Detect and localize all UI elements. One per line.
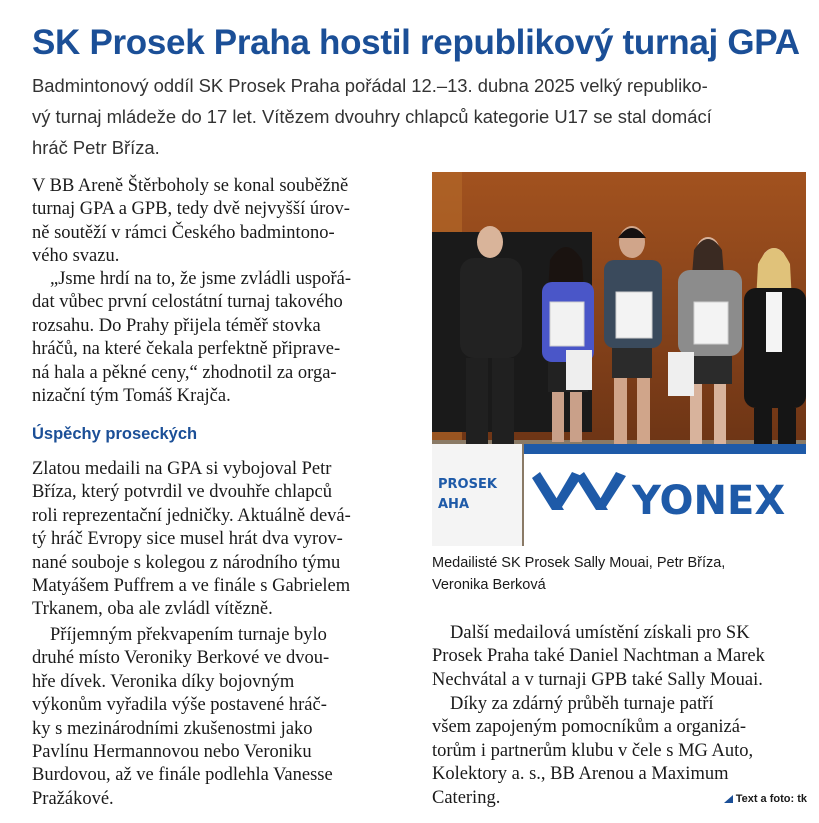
lead-line: Badmintonový oddíl SK Prosek Praha pořádal 12.–13. dubna 2025 velký republiko- xyxy=(32,75,708,96)
text-line: nizační tým Tomáš Krajča. xyxy=(32,386,231,407)
text-line: Catering. xyxy=(432,787,501,808)
caption-line: Medailisté SK Prosek Sally Mouai, Petr Bříza, xyxy=(432,555,726,571)
text-line: nané souboje s kolegou z národního týmu xyxy=(32,552,341,573)
text-line: Nechvátal a v turnaji GPB také Sally Mouai. xyxy=(432,669,763,690)
lead-line: hráč Petr Bříza. xyxy=(32,137,160,158)
text-line: turnaj GPA a GPB, tedy dvě nejvyšší úrov- xyxy=(32,199,350,220)
paragraph-gold-medal xyxy=(32,458,417,622)
triangle-marker-icon xyxy=(724,795,733,803)
club-banner-text-2: AHA xyxy=(438,497,470,512)
text-line: všem zapojeným pomocníkům a organizá- xyxy=(432,717,747,738)
paragraph-venue xyxy=(32,175,417,269)
text-line: výkonům vyřadila výše postavené hráč- xyxy=(32,695,327,716)
photo-illustration xyxy=(432,172,806,546)
text-line: Prosek Praha také Daniel Nachtman a Marek xyxy=(432,646,765,667)
text-line: Příjemným překvapením turnaje bylo xyxy=(50,625,327,645)
text-line: Díky za zdárný průběh turnaje patří xyxy=(450,694,714,714)
yonex-banner-text: YONEX xyxy=(632,478,786,524)
text-line: ně soutěží v rámci Českého badmintono- xyxy=(32,222,335,243)
text-line: hře dívek. Veronika díky bojovným xyxy=(32,671,295,692)
paragraph-second-place xyxy=(32,624,417,811)
text-line: ná hala a pěkné ceny,“ zhodnotil za orga- xyxy=(32,362,337,383)
text-line: Další medailová umístění získali pro SK xyxy=(450,623,750,643)
text-line: Bříza, který potvrdil ve dvouhře chlapců xyxy=(32,482,333,503)
author-credit xyxy=(724,793,807,805)
club-banner xyxy=(432,444,522,546)
text-line: „Jsme hrdí na to, že jsme zvládli uspořá- xyxy=(50,269,352,289)
text-line: roli reprezentační jedničky. Aktuálně devá- xyxy=(32,505,351,526)
lead-line: vý turnaj mládeže do 17 let. Vítězem dvouhry chlapců kategorie U17 se stal domácí xyxy=(32,106,712,127)
text-line: Trkanem, oba ale zvládl vítězně. xyxy=(32,599,273,620)
text-line: torům i partnerům klubu v čele s MG Auto, xyxy=(432,740,754,761)
caption-line: Veronika Berková xyxy=(432,577,546,593)
paragraph-other-medals xyxy=(432,622,812,692)
paragraph-quote xyxy=(32,268,417,408)
text-line: Pražákové. xyxy=(32,788,114,809)
article-lead xyxy=(32,70,812,163)
text-line: Pavlínu Hermannovou nebo Veroniku xyxy=(32,742,312,763)
text-line: Zlatou medaili na GPA si vybojoval Petr xyxy=(32,459,332,479)
text-line: druhé místo Veroniky Berkové ve dvou- xyxy=(32,648,330,669)
photo-caption xyxy=(432,552,812,596)
medalists-photo xyxy=(432,172,806,546)
text-line: Matyášem Puffrem a ve finále s Gabrielem xyxy=(32,576,351,597)
text-line: Burdovou, až ve finále podlehla Vanesse xyxy=(32,765,333,786)
text-line: hráčů, na které čekala perfektně připrave- xyxy=(32,339,341,360)
club-banner-text-1: PROSEK xyxy=(438,477,497,492)
section-subheading: Úspěchy proseckých xyxy=(32,425,198,443)
article-headline: SK Prosek Praha hostil republikový turnaj GPA xyxy=(32,23,800,62)
text-line: ky s mezinárodními zkušenostmi jako xyxy=(32,718,313,739)
text-line: Kolektory a. s., BB Arenou a Maximum xyxy=(432,764,729,785)
credit-text: Text a foto: tk xyxy=(735,793,807,805)
text-line: dat vůbec první celostátní turnaj takového xyxy=(32,292,343,313)
text-line: tý hráč Evropy sice musel hrát dva vyrov- xyxy=(32,529,343,550)
text-line: V BB Areně Štěrboholy se konal souběžně xyxy=(32,176,349,196)
text-line: rozsahu. Do Prahy přijela téměř stovka xyxy=(32,315,321,336)
text-line: vého svazu. xyxy=(32,246,120,267)
